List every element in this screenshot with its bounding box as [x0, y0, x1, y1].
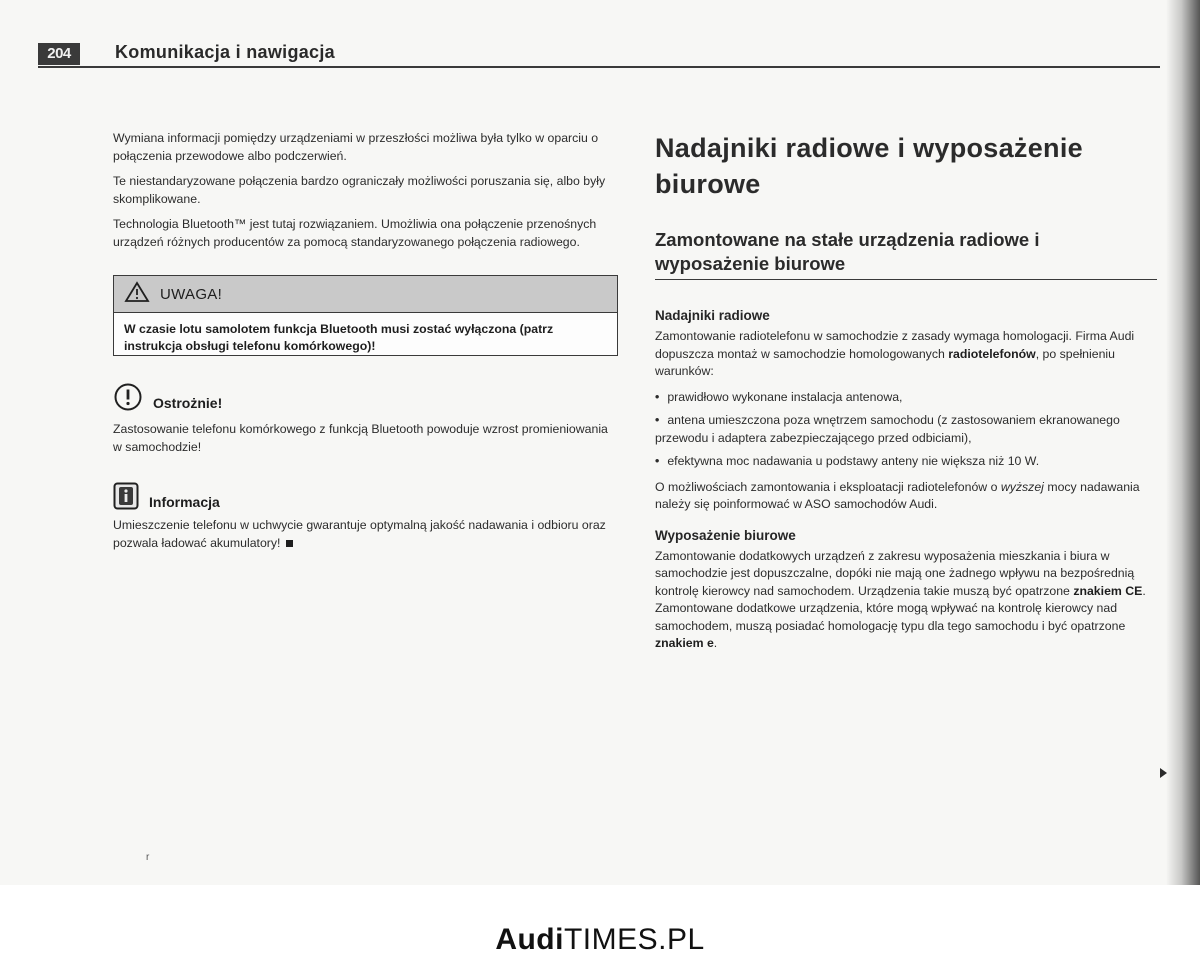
warning-label: UWAGA!: [160, 285, 223, 303]
list-item-text: efektywna moc nadawania u podstawy anteny nie większa niż 10 W.: [667, 454, 1040, 468]
radio-intro-text-b: , po spełnieniu warunków:: [655, 346, 1115, 378]
higher-power-paragraph: [655, 479, 1157, 514]
warning-triangle-icon: [124, 281, 150, 308]
office-equipment-paragraph: [655, 548, 1157, 653]
chapter-subtitle: Zamontowane na stałe urządzenia radiowe i wyposażenie biurowe: [655, 228, 1157, 280]
office-equipment-heading: Wyposażenie biurowe: [655, 527, 796, 543]
office-text-b: . Zamontowane dodatkowe urządzenia, które mogą wpływać na kontrolę kierowcy nad samochodem, muszą posiadać homologację typu dla tego samochodu i być opatrzone: [655, 583, 1146, 633]
page-edge-shadow: [1166, 0, 1200, 885]
info-text-block: [113, 517, 618, 552]
list-item-text: antena umieszczona poza wnętrzem samochodu (z zastosowaniem ekranowanego przewodu i adaptera zabezpieczającego przed odbiciami),: [655, 413, 1120, 445]
info-icon: [113, 482, 139, 515]
list-item-text: prawidłowo wykonane instalacja antenowa,: [667, 389, 903, 404]
higher-power-emphasis: wyższej: [1000, 479, 1044, 494]
right-column: [655, 130, 1157, 661]
radio-intro-text-a: Zamontowanie radiotelefonu w samochodzie z zasady wymaga homologacji. Firma Audi dopuszcza montaż w samochodzie homologowanych: [655, 329, 1135, 361]
office-text-c: .: [713, 636, 718, 650]
footer-watermark: [0, 920, 1200, 960]
caution-title: Ostrożnie!: [153, 394, 223, 411]
list-item: [655, 389, 1157, 407]
list-item: [655, 453, 1157, 471]
warning-header: [114, 276, 617, 313]
office-text-a: Zamontowanie dodatkowych urządzeń z zakresu wyposażenia mieszkania i biura w samochodzie jest dopuszczalne, dopóki nie mają one żadnego wpływu na bezpośrednią kontrolę kierowcy nad samochodem. Urządzenia takie muszą być opatrzone: [655, 548, 1135, 598]
radio-transmitters-heading: Nadajniki radiowe: [655, 308, 770, 323]
section-header: Komunikacja i nawigacja: [115, 42, 335, 62]
higher-power-text-a: O możliwościach zamontowania i eksploatacji radiotelefonów o: [655, 479, 1001, 494]
info-text: Umieszczenie telefonu w uchwycie gwarantuje optymalną jakość nadawania i odbioru oraz pozwala ładować akumulatory!: [113, 518, 606, 550]
warning-text: W czasie lotu samolotem funkcja Bluetooth musi zostać wyłączona (patrz instrukcja obsługi telefonu komórkowego)!: [124, 322, 554, 353]
intro-paragraph-1: Wymiana informacji pomiędzy urządzeniami w przeszłości możliwa była tylko w oparciu o połączenia przewodowe albo podczerwień.: [113, 131, 599, 163]
higher-power-text-b: mocy nadawania należy się poinformować w ASO samochodów Audi.: [655, 479, 1140, 511]
bullet-icon: •: [655, 454, 660, 468]
warning-box: [113, 275, 618, 356]
ce-mark: CE: [1121, 583, 1143, 598]
page-number: 204: [38, 43, 80, 65]
caution-header: [113, 382, 618, 417]
intro-paragraph-3: Technologia Bluetooth™ jest tutaj rozwiązaniem. Umożliwia ona połączenie przenośnych urządzeń różnych producentów za pomocą standaryzowanego połączenia radiowego.: [113, 217, 597, 249]
intro-paragraph-2: Te niestandaryzowane połączenia bardzo ograniczały możliwości poruszania się, albo były skomplikowane.: [113, 174, 606, 206]
header-rule: [38, 66, 1160, 68]
bullet-icon: •: [655, 389, 660, 404]
stray-mark: r: [146, 852, 150, 863]
info-title: Informacja: [149, 493, 220, 510]
caution-text: Zastosowanie telefonu komórkowego z funkcją Bluetooth powoduje wzrost promieniowania w samochodzie!: [113, 422, 608, 454]
end-square-icon: [286, 540, 293, 547]
radio-intro-paragraph: [655, 328, 1157, 381]
caution-exclamation-icon: [113, 382, 143, 417]
office-keyword-1: znakiem: [1073, 583, 1122, 598]
radio-intro-keyword: radiotelefonów: [948, 346, 1036, 361]
footer-brand-rest: TIMES.PL: [563, 923, 705, 956]
footer-brand-bold: Audi: [495, 923, 564, 956]
left-column: [113, 130, 618, 560]
continue-arrow-icon: [1160, 768, 1167, 778]
bullet-icon: •: [655, 413, 660, 427]
info-header: [113, 482, 618, 515]
list-item: [655, 412, 1157, 447]
office-keyword-2: znakiem e: [655, 636, 714, 650]
chapter-title: Nadajniki radiowe i wyposażenie biurowe: [655, 133, 1083, 199]
conditions-list: [655, 389, 1157, 471]
